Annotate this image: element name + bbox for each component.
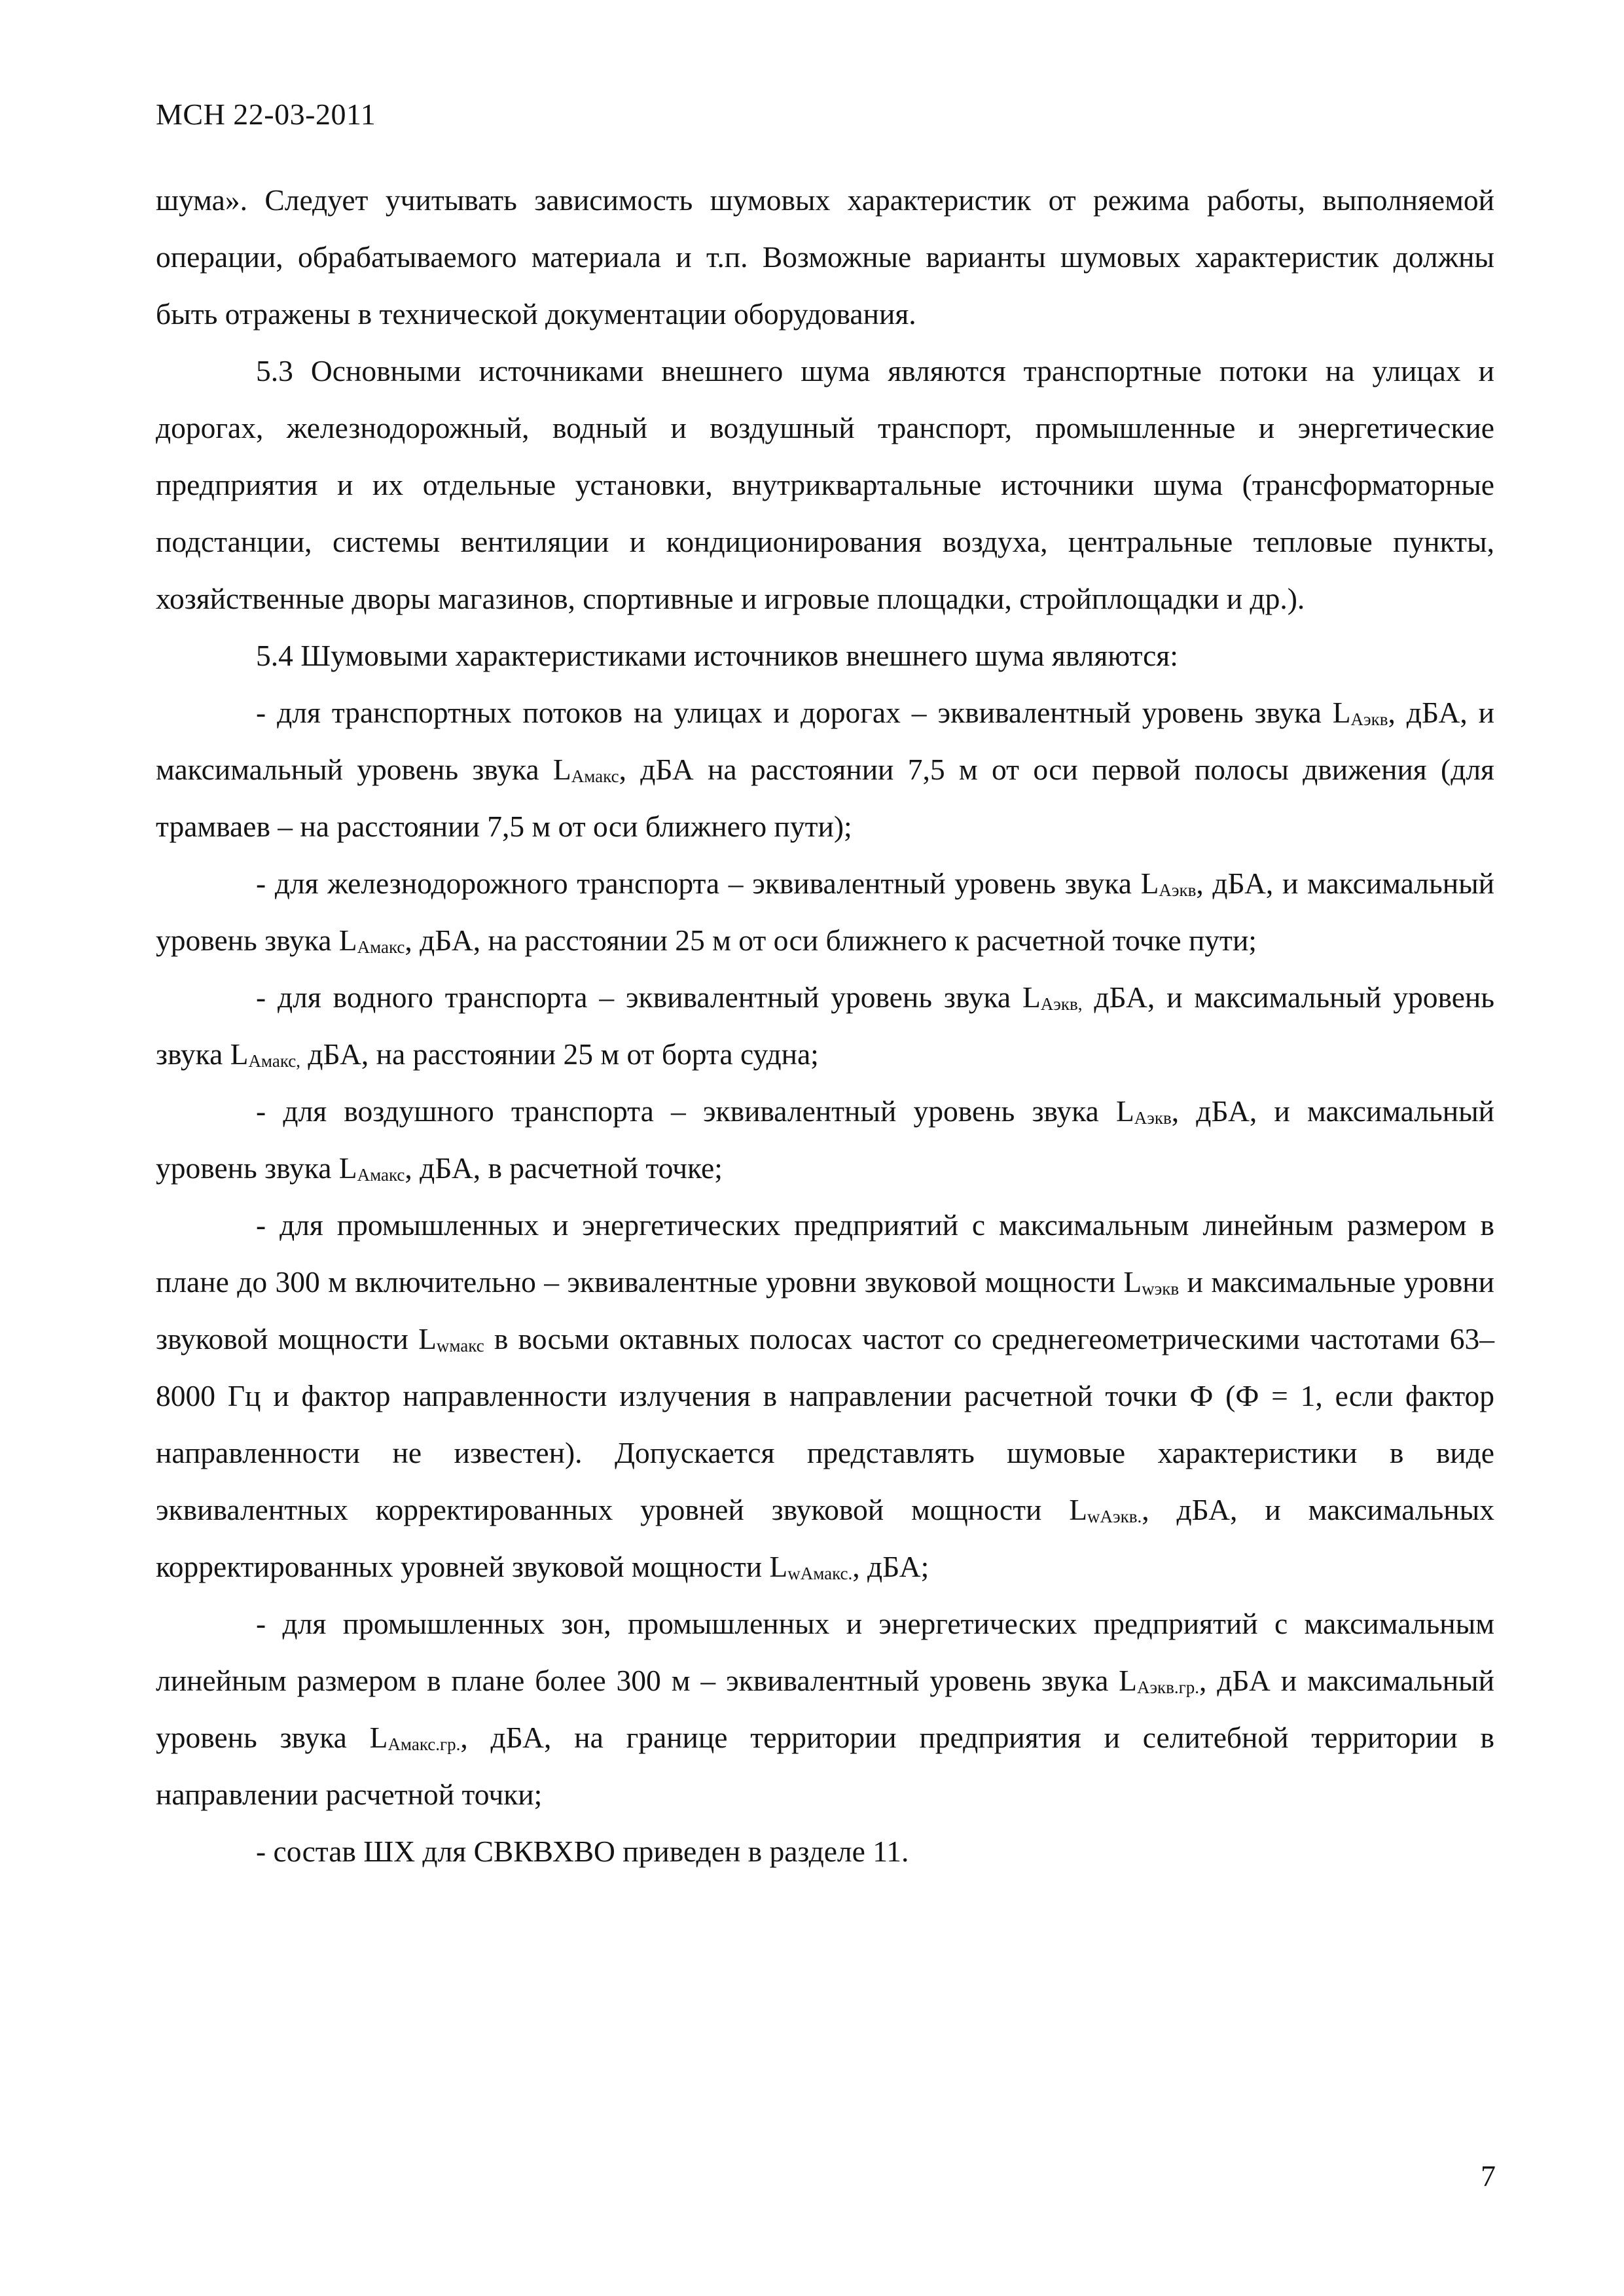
text-run: , дБА;: [852, 1550, 929, 1583]
text-run: , дБА, и максимальный уровень звука L: [156, 1094, 1494, 1185]
list-item-industrial-large: [156, 1595, 1494, 1823]
text-run: , дБА и максимальный уровень звука L: [156, 1664, 1494, 1754]
text-run: и максимальные уровни звуковой мощности L: [156, 1265, 1495, 1355]
subscript: Аэкв,: [1040, 994, 1083, 1014]
text-run: , дБА, в расчетной точке;: [405, 1151, 723, 1185]
subscript: Аэкв: [1350, 709, 1388, 729]
list-item-road-traffic: [156, 684, 1494, 855]
subscript: Амакс.гр.: [388, 1734, 461, 1754]
text-run: , дБА на расстоянии 7,5 м от оси первой полосы движения (для трамваев – на расстоянии 7,5 м от оси ближнего пути);: [156, 753, 1494, 843]
text-run: , дБА, на границе территории предприятия и селитебной территории в направлении расчетной точки;: [156, 1721, 1494, 1811]
paragraph-5-3: 5.3 Основными источниками внешнего шума являются транспортные потоки на улицах и дорогах, железнодорожный, водный и воздушный транспорт, промышленные и энергетические предприятия и их отдельные установки, внутриквартальные источники шума (трансформаторные подстанции, системы вентиляции и кондиционирования воздуха, центральные тепловые пункты, хозяйственные дворы магазинов, спортивные и игровые площадки, стройплощадки и др.).: [156, 354, 1494, 615]
text-run: - для транспортных потоков на улицах и дорогах – эквивалентный уровень звука L: [256, 696, 1351, 729]
list-item-air-transport: [156, 1083, 1494, 1196]
text-run: , дБА, и максимальных корректированных уровней звуковой мощности L: [156, 1493, 1494, 1583]
text-run: , дБА, и максимальный уровень звука L: [156, 696, 1494, 786]
paragraph-continuation: шума». Следует учитывать зависимость шумовых характеристик от режима работы, выполняемой операции, обрабатываемого материала и т.п. Возможные варианты шумовых характеристик должны быть отражены в технической документации оборудования.: [156, 183, 1494, 331]
subscript: Аэкв: [1134, 1108, 1172, 1128]
text-run: дБА, на расстоянии 25 м от борта судна;: [300, 1037, 819, 1071]
list-item-railway: [156, 855, 1494, 969]
paragraph-5-4: 5.4 Шумовыми характеристиками источников внешнего шума являются:: [256, 639, 1178, 672]
subscript: wАэкв.: [1087, 1507, 1142, 1526]
subscript: wмакс: [436, 1336, 484, 1355]
document-body: [156, 171, 1494, 1880]
text-run: - для промышленных зон, промышленных и энергетических предприятий с максимальным линейным размером в плане более 300 м – эквивалентный уровень звука L: [156, 1607, 1494, 1697]
text-run: , дБА, и максимальный уровень звука L: [156, 867, 1494, 957]
subscript: Амакс: [357, 937, 405, 957]
subscript: Аэкв.гр.: [1136, 1677, 1199, 1697]
list-item-svkvhvo: - состав ШХ для СВКВХВО приведен в разделе 11.: [256, 1835, 909, 1868]
subscript: wАмакс.: [787, 1564, 853, 1583]
subscript: Амакс: [571, 766, 619, 786]
page-number: 7: [1481, 2159, 1496, 2193]
subscript: Амакс: [357, 1165, 405, 1185]
text-run: - для воздушного транспорта – эквивалентный уровень звука L: [256, 1094, 1134, 1128]
document-code-header: МСН 22-03-2011: [156, 98, 376, 131]
subscript: wэкв: [1142, 1279, 1180, 1299]
text-run: в восьми октавных полосах частот со среднегеометрическими частотами 63–8000 Гц и фактор направленности излучения в направлении расчетной точки Ф (Ф = 1, если фактор направленности не известен). Допускается представлять шумовые характеристики в виде эквивалентных корректированных уровней звуковой мощности L: [156, 1322, 1494, 1526]
text-run: - для водного транспорта – эквивалентный уровень звука L: [256, 980, 1041, 1014]
list-item-water-transport: [156, 969, 1494, 1083]
list-item-industrial-small: [156, 1196, 1494, 1595]
text-run: - для железнодорожного транспорта – эквивалентный уровень звука L: [256, 867, 1159, 900]
text-run: - для промышленных и энергетических предприятий с максимальным линейным размером в плане до 300 м включительно – эквивалентные уровни звуковой мощности L: [156, 1208, 1494, 1299]
text-run: дБА, и максимальный уровень звука L: [156, 980, 1494, 1071]
subscript: Амакс,: [248, 1051, 301, 1071]
subscript: Аэкв: [1159, 880, 1197, 900]
text-run: , дБА, на расстоянии 25 м от оси ближнего к расчетной точке пути;: [405, 924, 1257, 957]
